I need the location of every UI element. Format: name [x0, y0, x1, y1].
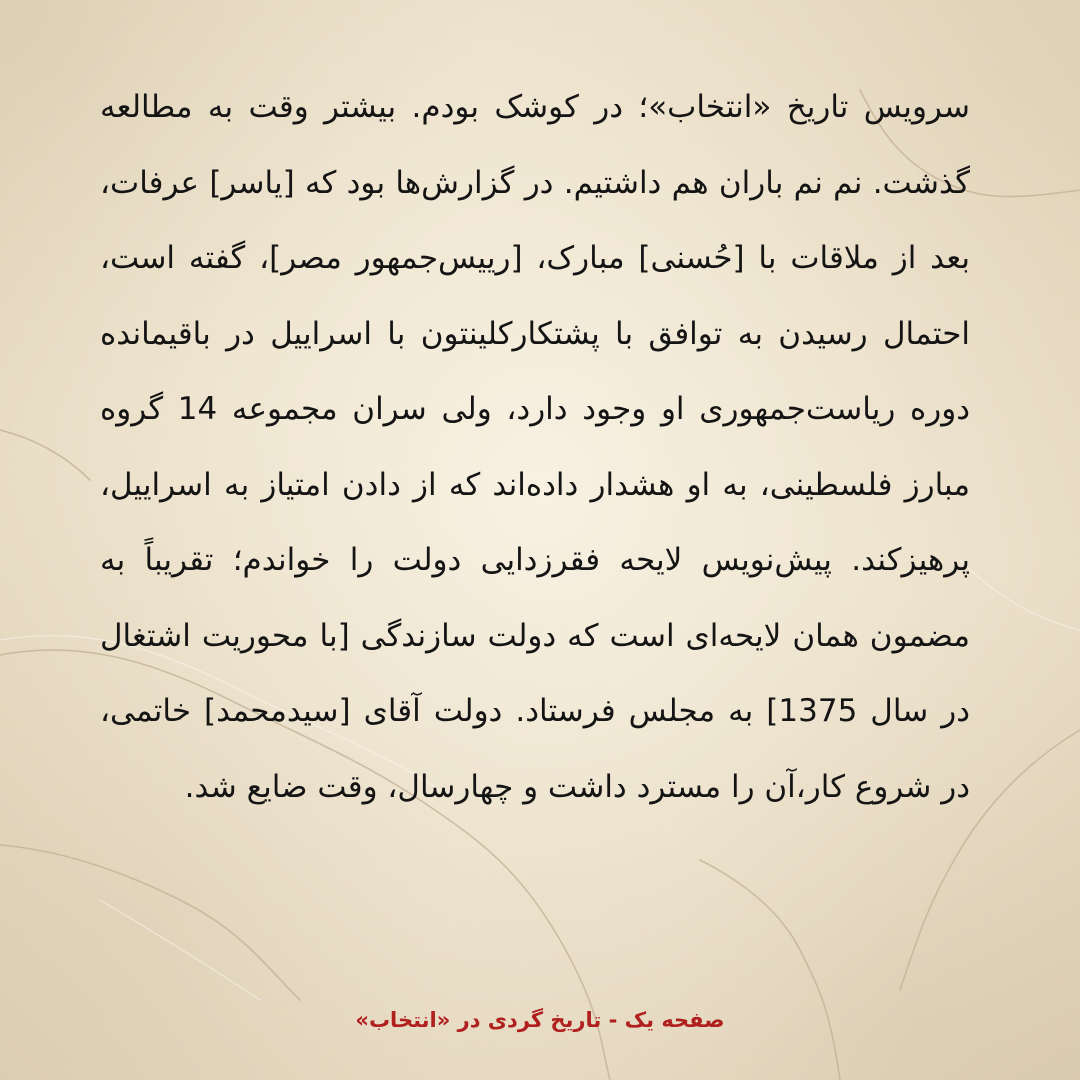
page-footer-caption: صفحه یک - تاریخ گردی در «انتخاب» — [355, 1008, 725, 1032]
diary-body-text: سرویس تاریخ «انتخاب»؛ در کوشک بودم. بیشتر وقت به مطالعه گذشت. نم نم باران هم داشتیم. در گزارش‌ها بود که [یاسر] عرفات، بعد از ملاقات با [حُسنی] مبارک، [رییس‌جمهور مصر]، گفته است، احتمال رسیدن به توافق با پشتکارکلینتون با اسراییل در باقیمانده دوره ریاست‌جمهوری او وجود دارد، ولی سران مجموعه 14 گروه مبارز فلسطینی، به او هشدار داده‌اند که از دادن امتیاز به اسراییل، پرهیزکند. پیش‌نویس لایحه فقرزدایی دولت را خواندم؛ تقریباً به مضمون همان لایحه‌ای است که دولت سازندگی [با محوریت اشتغال در سال 1375] به مجلس فرستاد. دولت آقای [سیدمحمد] خاتمی، در شروع کار،آن را مسترد داشت و چهارسال، وقت ضایع شد. — [100, 89, 970, 805]
